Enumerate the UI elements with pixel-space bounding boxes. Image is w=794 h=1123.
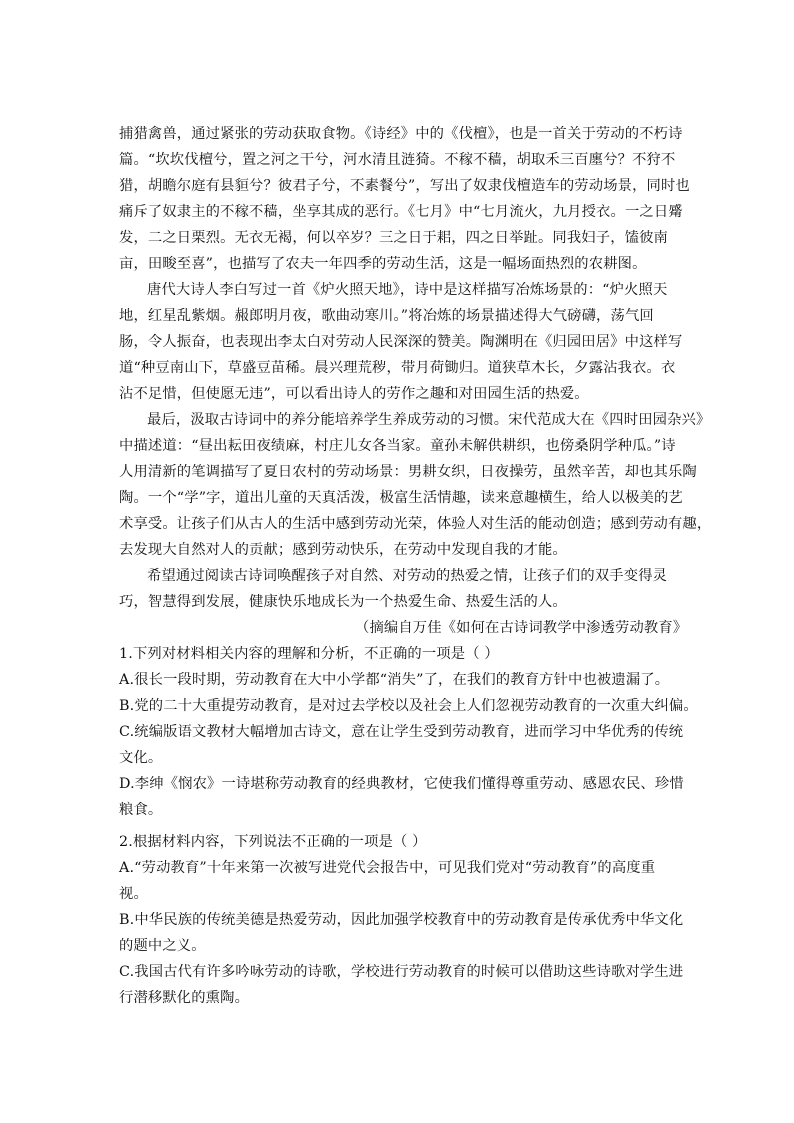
passage-line: 地，红星乱紫烟。赧郎明月夜，歌曲动寒川。”将冶炼的场景描述得大气磅礴，荡气回 (119, 308, 654, 324)
option-line: B.中华民族的传统美德是热爱劳动，因此加强学校教育中的劳动教育是传承优秀中华文化 (119, 912, 684, 928)
passage-line: 唐代大诗人李白写过一首《炉火照天地》，诗中是这样描写冶炼场景的：“炉火照天 (147, 282, 668, 298)
passage-line: 术享受。让孩子们从古人的生活中感到劳动光荣，体验人对生活的能动创造；感到劳动有趣， (119, 516, 712, 532)
passage-line: 亩，田畯至喜”，也描写了农夫一年四季的劳动生活，这是一幅场面热烈的农耕图。 (119, 256, 647, 272)
option-line: A.“劳动教育”十年来第一次被写进党代会报告中，可见我们党对“劳动教育”的高度重 (119, 860, 656, 876)
passage-source: （摘编自万佳《如何在古诗词教学中渗透劳动教育》 (355, 620, 688, 636)
option-line: A.很长一段时期，劳动教育在大中小学都“消失”了，在我们的教育方针中也被遗漏了。 (119, 672, 670, 688)
option-line: 文化。 (119, 750, 163, 766)
option-line: 的题中之义。 (119, 938, 206, 954)
passage-line: 去发现大自然对人的贡献；感到劳动快乐，在劳动中发现自我的才能。 (119, 542, 567, 558)
option-line: C.我国古代有许多吟咏劳动的诗歌，学校进行劳动教育的时候可以借助这些诗歌对学生进 (119, 964, 684, 980)
option-line: D.李绅《悯农》一诗堪称劳动教育的经典教材，它使我们懂得尊重劳动、感恩农民、珍惜 (119, 776, 684, 792)
question-stem: 1.下列对材料相关内容的理解和分析，不正确的一项是（ ） (119, 646, 499, 662)
passage-line: 痛斥了奴隶主的不稼不穑，坐享其成的恶行。《七月》中“七月流火，九月授衣。一之日觱 (119, 204, 683, 220)
passage-line: 陶。一个“学”字，道出儿童的天真活泼，极富生活情趣，读来意趣横生，给人以极美的艺 (119, 490, 683, 506)
passage-line: 猎，胡瞻尔庭有县貆兮？彼君子兮，不素餐兮”，写出了奴隶伐檀造车的劳动场景，同时也 (119, 178, 690, 194)
option-line: B.党的二十大重提劳动教育，是对过去学校以及社会上人们忽视劳动教育的一次重大纠偏。 (119, 698, 698, 714)
question-stem: 2.根据材料内容，下列说法不正确的一项是（ ） (119, 834, 427, 850)
passage-line: 肠，令人振奋，也表现出李太白对劳动人民深深的赞美。陶渊明在《归园田居》中这样写 (119, 334, 683, 350)
passage-line: 发，二之日栗烈。无衣无褐，何以卒岁？三之日于耜，四之日举趾。同我妇子，馌彼南 (119, 230, 668, 246)
passage-line: 巧，智慧得到发展，健康快乐地成长为一个热爱生命、热爱生活的人。 (119, 594, 567, 610)
passage-line: 捕猎禽兽，通过紧张的劳动获取食物。《诗经》中的《伐檀》，也是一首关于劳动的不朽诗 (119, 126, 683, 142)
passage-line: 道“种豆南山下，草盛豆苗稀。晨兴理荒秽，带月荷锄归。道狭草木长，夕露沾我衣。衣 (119, 360, 676, 376)
passage-line: 沾不足惜，但使愿无违”，可以看出诗人的劳作之趣和对田园生活的热爱。 (119, 386, 589, 402)
passage-line: 中描述道：“昼出耘田夜绩麻，村庄儿女各当家。童孙未解供耕织，也傍桑阴学种瓜。”诗 (119, 438, 676, 454)
option-line: C.统编版语文教材大幅增加古诗文，意在让学生受到劳动教育，进而学习中华优秀的传统 (119, 724, 684, 740)
option-line: 粮食。 (119, 802, 163, 818)
passage-line: 篇。“坎坎伐檀兮，置之河之干兮，河水清且涟猗。不稼不穑，胡取禾三百廛兮？不狩不 (119, 152, 676, 168)
passage-line: 最后，汲取古诗词中的养分能培养学生养成劳动的习惯。宋代范成大在《四时田园杂兴》 (147, 412, 711, 428)
option-line: 行潜移默化的熏陶。 (119, 990, 250, 1006)
option-line: 视。 (119, 886, 148, 902)
passage-line: 希望通过阅读古诗词唤醒孩子对自然、对劳动的热爱之情，让孩子们的双手变得灵 (147, 568, 668, 584)
passage-line: 人用清新的笔调描写了夏日农村的劳动场景：男耕女织，日夜操劳，虽然辛苦，却也其乐陶 (119, 464, 697, 480)
